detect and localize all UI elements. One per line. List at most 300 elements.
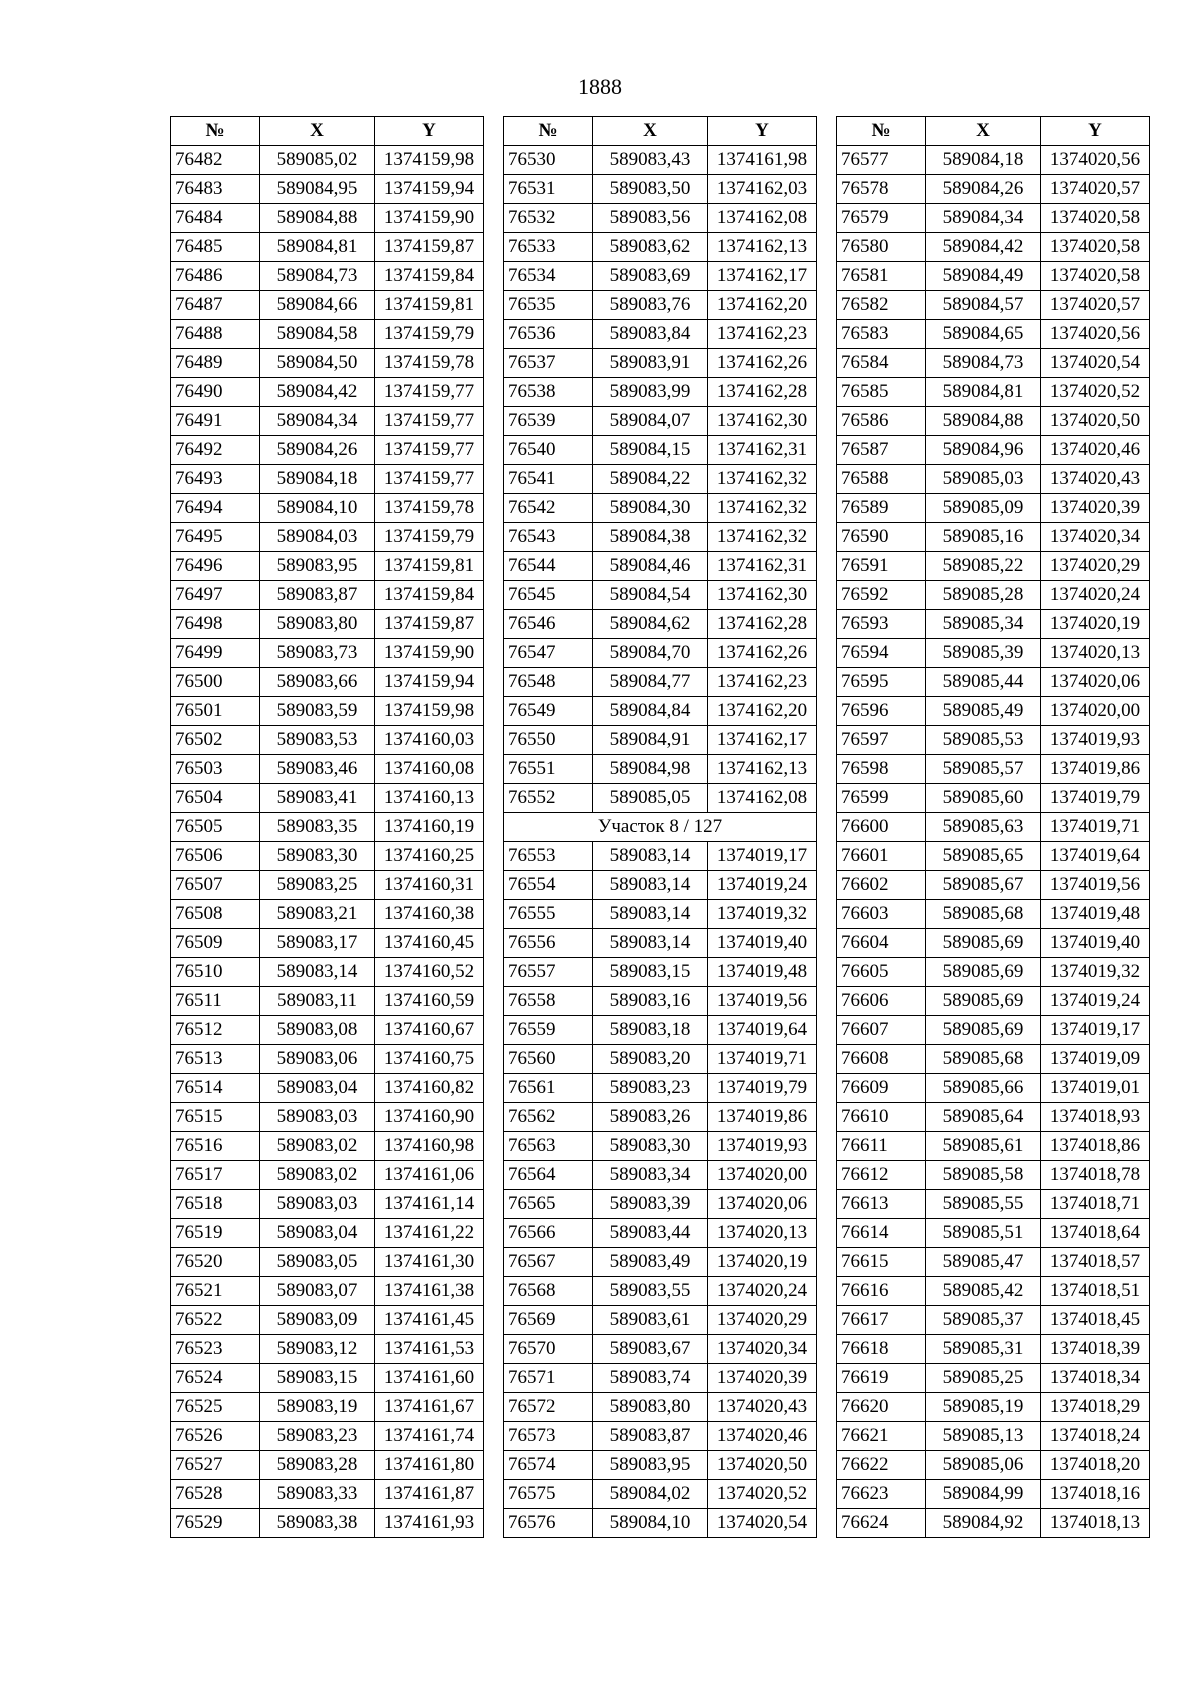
y-coordinate-cell: 1374159,87 <box>375 233 484 262</box>
point-number-cell: 76588 <box>837 465 926 494</box>
x-coordinate-cell: 589084,88 <box>926 407 1041 436</box>
table-row <box>171 958 484 987</box>
x-coordinate-cell: 589083,16 <box>593 987 708 1016</box>
y-coordinate-cell: 1374020,19 <box>708 1248 817 1277</box>
point-number-cell: 76616 <box>837 1277 926 1306</box>
table-row <box>837 291 1150 320</box>
x-coordinate-cell: 589083,20 <box>593 1045 708 1074</box>
y-coordinate-cell: 1374019,86 <box>1041 755 1150 784</box>
section-label: Участок 8 / 127 <box>504 813 817 842</box>
point-number-cell: 76600 <box>837 813 926 842</box>
table-row <box>837 958 1150 987</box>
point-number-cell: 76568 <box>504 1277 593 1306</box>
point-number-cell: 76514 <box>171 1074 260 1103</box>
table-row <box>171 1335 484 1364</box>
x-coordinate-cell: 589084,46 <box>593 552 708 581</box>
y-coordinate-cell: 1374162,31 <box>708 552 817 581</box>
table-row <box>837 1248 1150 1277</box>
x-coordinate-cell: 589085,69 <box>926 1016 1041 1045</box>
y-coordinate-cell: 1374019,24 <box>1041 987 1150 1016</box>
x-coordinate-cell: 589083,15 <box>260 1364 375 1393</box>
y-coordinate-cell: 1374159,98 <box>375 146 484 175</box>
table-row <box>837 1045 1150 1074</box>
x-coordinate-cell: 589083,87 <box>260 581 375 610</box>
y-coordinate-cell: 1374020,58 <box>1041 233 1150 262</box>
x-coordinate-cell: 589084,42 <box>260 378 375 407</box>
table-row <box>504 987 817 1016</box>
y-coordinate-cell: 1374019,56 <box>708 987 817 1016</box>
point-number-cell: 76590 <box>837 523 926 552</box>
y-coordinate-cell: 1374018,93 <box>1041 1103 1150 1132</box>
table-row <box>504 581 817 610</box>
column-header-number: № <box>504 117 593 146</box>
y-coordinate-cell: 1374159,84 <box>375 581 484 610</box>
table-row <box>504 1132 817 1161</box>
point-number-cell: 76527 <box>171 1451 260 1480</box>
y-coordinate-cell: 1374019,32 <box>708 900 817 929</box>
table-row <box>504 1248 817 1277</box>
y-coordinate-cell: 1374161,98 <box>708 146 817 175</box>
table-row <box>837 407 1150 436</box>
point-number-cell: 76552 <box>504 784 593 813</box>
y-coordinate-cell: 1374159,78 <box>375 349 484 378</box>
y-coordinate-cell: 1374159,90 <box>375 639 484 668</box>
x-coordinate-cell: 589083,50 <box>593 175 708 204</box>
point-number-cell: 76535 <box>504 291 593 320</box>
column-header-x: X <box>260 117 375 146</box>
point-number-cell: 76494 <box>171 494 260 523</box>
table-row <box>504 349 817 378</box>
table-row <box>504 1219 817 1248</box>
x-coordinate-cell: 589083,23 <box>593 1074 708 1103</box>
y-coordinate-cell: 1374160,08 <box>375 755 484 784</box>
x-coordinate-cell: 589084,34 <box>260 407 375 436</box>
point-number-cell: 76499 <box>171 639 260 668</box>
point-number-cell: 76611 <box>837 1132 926 1161</box>
x-coordinate-cell: 589083,26 <box>593 1103 708 1132</box>
point-number-cell: 76548 <box>504 668 593 697</box>
table-row <box>171 407 484 436</box>
table-row <box>504 1509 817 1538</box>
y-coordinate-cell: 1374159,77 <box>375 407 484 436</box>
x-coordinate-cell: 589083,14 <box>593 900 708 929</box>
point-number-cell: 76531 <box>504 175 593 204</box>
x-coordinate-cell: 589084,81 <box>260 233 375 262</box>
point-number-cell: 76593 <box>837 610 926 639</box>
table-row <box>837 668 1150 697</box>
point-number-cell: 76613 <box>837 1190 926 1219</box>
x-coordinate-cell: 589083,44 <box>593 1219 708 1248</box>
point-number-cell: 76553 <box>504 842 593 871</box>
point-number-cell: 76597 <box>837 726 926 755</box>
point-number-cell: 76575 <box>504 1480 593 1509</box>
table-row <box>504 1364 817 1393</box>
x-coordinate-cell: 589084,99 <box>926 1480 1041 1509</box>
y-coordinate-cell: 1374019,56 <box>1041 871 1150 900</box>
point-number-cell: 76603 <box>837 900 926 929</box>
point-number-cell: 76511 <box>171 987 260 1016</box>
y-coordinate-cell: 1374020,00 <box>1041 697 1150 726</box>
y-coordinate-cell: 1374160,52 <box>375 958 484 987</box>
y-coordinate-cell: 1374161,80 <box>375 1451 484 1480</box>
point-number-cell: 76545 <box>504 581 593 610</box>
x-coordinate-cell: 589084,96 <box>926 436 1041 465</box>
y-coordinate-cell: 1374020,50 <box>708 1451 817 1480</box>
table-row <box>837 755 1150 784</box>
y-coordinate-cell: 1374160,45 <box>375 929 484 958</box>
x-coordinate-cell: 589083,07 <box>260 1277 375 1306</box>
table-header-row <box>837 117 1150 146</box>
point-number-cell: 76502 <box>171 726 260 755</box>
x-coordinate-cell: 589083,04 <box>260 1219 375 1248</box>
point-number-cell: 76608 <box>837 1045 926 1074</box>
point-number-cell: 76497 <box>171 581 260 610</box>
table-row <box>171 1219 484 1248</box>
y-coordinate-cell: 1374162,26 <box>708 349 817 378</box>
y-coordinate-cell: 1374162,32 <box>708 523 817 552</box>
table-row <box>171 668 484 697</box>
table-row <box>504 175 817 204</box>
y-coordinate-cell: 1374162,13 <box>708 233 817 262</box>
table-row <box>504 1016 817 1045</box>
point-number-cell: 76484 <box>171 204 260 233</box>
point-number-cell: 76580 <box>837 233 926 262</box>
y-coordinate-cell: 1374159,90 <box>375 204 484 233</box>
y-coordinate-cell: 1374020,13 <box>708 1219 817 1248</box>
x-coordinate-cell: 589083,11 <box>260 987 375 1016</box>
table-row <box>171 1045 484 1074</box>
table-row <box>837 784 1150 813</box>
y-coordinate-cell: 1374019,01 <box>1041 1074 1150 1103</box>
point-number-cell: 76610 <box>837 1103 926 1132</box>
y-coordinate-cell: 1374018,20 <box>1041 1451 1150 1480</box>
point-number-cell: 76521 <box>171 1277 260 1306</box>
y-coordinate-cell: 1374020,57 <box>1041 291 1150 320</box>
y-coordinate-cell: 1374020,56 <box>1041 146 1150 175</box>
x-coordinate-cell: 589083,18 <box>593 1016 708 1045</box>
x-coordinate-cell: 589085,25 <box>926 1364 1041 1393</box>
point-number-cell: 76544 <box>504 552 593 581</box>
table-row <box>171 755 484 784</box>
table-row <box>504 1161 817 1190</box>
table-row <box>837 1016 1150 1045</box>
x-coordinate-cell: 589085,57 <box>926 755 1041 784</box>
column-header-number: № <box>171 117 260 146</box>
table-row <box>171 929 484 958</box>
x-coordinate-cell: 589085,13 <box>926 1422 1041 1451</box>
point-number-cell: 76504 <box>171 784 260 813</box>
y-coordinate-cell: 1374160,03 <box>375 726 484 755</box>
point-number-cell: 76482 <box>171 146 260 175</box>
table-row <box>171 204 484 233</box>
x-coordinate-cell: 589083,14 <box>593 929 708 958</box>
table-row <box>504 610 817 639</box>
x-coordinate-cell: 589084,30 <box>593 494 708 523</box>
x-coordinate-cell: 589083,25 <box>260 871 375 900</box>
x-coordinate-cell: 589083,87 <box>593 1422 708 1451</box>
x-coordinate-cell: 589084,10 <box>260 494 375 523</box>
x-coordinate-cell: 589083,30 <box>260 842 375 871</box>
table-row <box>171 1422 484 1451</box>
x-coordinate-cell: 589083,28 <box>260 1451 375 1480</box>
y-coordinate-cell: 1374019,40 <box>1041 929 1150 958</box>
y-coordinate-cell: 1374159,79 <box>375 320 484 349</box>
x-coordinate-cell: 589083,67 <box>593 1335 708 1364</box>
y-coordinate-cell: 1374161,87 <box>375 1480 484 1509</box>
point-number-cell: 76532 <box>504 204 593 233</box>
y-coordinate-cell: 1374018,71 <box>1041 1190 1150 1219</box>
column-header-y: Y <box>375 117 484 146</box>
x-coordinate-cell: 589085,06 <box>926 1451 1041 1480</box>
table-row <box>837 465 1150 494</box>
x-coordinate-cell: 589085,16 <box>926 523 1041 552</box>
table-row <box>171 900 484 929</box>
point-number-cell: 76564 <box>504 1161 593 1190</box>
y-coordinate-cell: 1374160,31 <box>375 871 484 900</box>
table-row <box>171 349 484 378</box>
table-row <box>837 1074 1150 1103</box>
x-coordinate-cell: 589083,74 <box>593 1364 708 1393</box>
table-row <box>837 871 1150 900</box>
x-coordinate-cell: 589084,77 <box>593 668 708 697</box>
y-coordinate-cell: 1374160,98 <box>375 1132 484 1161</box>
table-row <box>504 1451 817 1480</box>
x-coordinate-cell: 589085,69 <box>926 987 1041 1016</box>
point-number-cell: 76538 <box>504 378 593 407</box>
table-row <box>837 726 1150 755</box>
table-row <box>504 320 817 349</box>
column-header-x: X <box>593 117 708 146</box>
point-number-cell: 76523 <box>171 1335 260 1364</box>
point-number-cell: 76569 <box>504 1306 593 1335</box>
y-coordinate-cell: 1374018,45 <box>1041 1306 1150 1335</box>
table-row <box>171 262 484 291</box>
point-number-cell: 76551 <box>504 755 593 784</box>
x-coordinate-cell: 589083,02 <box>260 1161 375 1190</box>
point-number-cell: 76599 <box>837 784 926 813</box>
table-row <box>504 726 817 755</box>
x-coordinate-cell: 589083,33 <box>260 1480 375 1509</box>
x-coordinate-cell: 589085,03 <box>926 465 1041 494</box>
x-coordinate-cell: 589084,66 <box>260 291 375 320</box>
point-number-cell: 76567 <box>504 1248 593 1277</box>
y-coordinate-cell: 1374020,52 <box>708 1480 817 1509</box>
x-coordinate-cell: 589085,09 <box>926 494 1041 523</box>
point-number-cell: 76500 <box>171 668 260 697</box>
y-coordinate-cell: 1374160,25 <box>375 842 484 871</box>
x-coordinate-cell: 589085,47 <box>926 1248 1041 1277</box>
table-row <box>171 1364 484 1393</box>
x-coordinate-cell: 589085,63 <box>926 813 1041 842</box>
x-coordinate-cell: 589084,07 <box>593 407 708 436</box>
point-number-cell: 76508 <box>171 900 260 929</box>
x-coordinate-cell: 589085,22 <box>926 552 1041 581</box>
y-coordinate-cell: 1374020,29 <box>708 1306 817 1335</box>
y-coordinate-cell: 1374162,08 <box>708 204 817 233</box>
point-number-cell: 76586 <box>837 407 926 436</box>
point-number-cell: 76617 <box>837 1306 926 1335</box>
y-coordinate-cell: 1374162,31 <box>708 436 817 465</box>
x-coordinate-cell: 589083,06 <box>260 1045 375 1074</box>
point-number-cell: 76596 <box>837 697 926 726</box>
y-coordinate-cell: 1374020,52 <box>1041 378 1150 407</box>
column-header-y: Y <box>1041 117 1150 146</box>
point-number-cell: 76493 <box>171 465 260 494</box>
table-row <box>171 233 484 262</box>
x-coordinate-cell: 589083,02 <box>260 1132 375 1161</box>
y-coordinate-cell: 1374162,08 <box>708 784 817 813</box>
x-coordinate-cell: 589085,42 <box>926 1277 1041 1306</box>
y-coordinate-cell: 1374160,67 <box>375 1016 484 1045</box>
x-coordinate-cell: 589084,34 <box>926 204 1041 233</box>
x-coordinate-cell: 589084,54 <box>593 581 708 610</box>
y-coordinate-cell: 1374159,87 <box>375 610 484 639</box>
point-number-cell: 76485 <box>171 233 260 262</box>
table-row <box>837 494 1150 523</box>
table-row <box>171 1248 484 1277</box>
point-number-cell: 76623 <box>837 1480 926 1509</box>
point-number-cell: 76601 <box>837 842 926 871</box>
y-coordinate-cell: 1374161,38 <box>375 1277 484 1306</box>
y-coordinate-cell: 1374018,29 <box>1041 1393 1150 1422</box>
y-coordinate-cell: 1374019,09 <box>1041 1045 1150 1074</box>
table-row <box>504 146 817 175</box>
table-row <box>837 262 1150 291</box>
y-coordinate-cell: 1374020,46 <box>708 1422 817 1451</box>
y-coordinate-cell: 1374161,53 <box>375 1335 484 1364</box>
y-coordinate-cell: 1374019,71 <box>708 1045 817 1074</box>
y-coordinate-cell: 1374160,59 <box>375 987 484 1016</box>
table-row <box>171 842 484 871</box>
point-number-cell: 76547 <box>504 639 593 668</box>
point-number-cell: 76498 <box>171 610 260 639</box>
point-number-cell: 76559 <box>504 1016 593 1045</box>
point-number-cell: 76542 <box>504 494 593 523</box>
y-coordinate-cell: 1374020,06 <box>708 1190 817 1219</box>
table-row <box>504 1277 817 1306</box>
table-row <box>504 842 817 871</box>
table-row <box>837 639 1150 668</box>
point-number-cell: 76578 <box>837 175 926 204</box>
y-coordinate-cell: 1374018,34 <box>1041 1364 1150 1393</box>
x-coordinate-cell: 589083,80 <box>260 610 375 639</box>
y-coordinate-cell: 1374160,38 <box>375 900 484 929</box>
point-number-cell: 76624 <box>837 1509 926 1538</box>
x-coordinate-cell: 589084,65 <box>926 320 1041 349</box>
point-number-cell: 76572 <box>504 1393 593 1422</box>
point-number-cell: 76592 <box>837 581 926 610</box>
point-number-cell: 76541 <box>504 465 593 494</box>
table-row <box>171 697 484 726</box>
table-row <box>504 871 817 900</box>
x-coordinate-cell: 589083,14 <box>593 871 708 900</box>
point-number-cell: 76512 <box>171 1016 260 1045</box>
y-coordinate-cell: 1374160,75 <box>375 1045 484 1074</box>
point-number-cell: 76491 <box>171 407 260 436</box>
y-coordinate-cell: 1374020,57 <box>1041 175 1150 204</box>
point-number-cell: 76589 <box>837 494 926 523</box>
y-coordinate-cell: 1374159,78 <box>375 494 484 523</box>
x-coordinate-cell: 589084,98 <box>593 755 708 784</box>
y-coordinate-cell: 1374020,43 <box>708 1393 817 1422</box>
table-row <box>837 436 1150 465</box>
point-number-cell: 76534 <box>504 262 593 291</box>
x-coordinate-cell: 589083,43 <box>593 146 708 175</box>
x-coordinate-cell: 589085,69 <box>926 958 1041 987</box>
x-coordinate-cell: 589083,73 <box>260 639 375 668</box>
table-row <box>504 668 817 697</box>
x-coordinate-cell: 589085,34 <box>926 610 1041 639</box>
x-coordinate-cell: 589083,80 <box>593 1393 708 1422</box>
point-number-cell: 76560 <box>504 1045 593 1074</box>
y-coordinate-cell: 1374019,86 <box>708 1103 817 1132</box>
point-number-cell: 76607 <box>837 1016 926 1045</box>
table-row <box>837 1451 1150 1480</box>
y-coordinate-cell: 1374162,20 <box>708 291 817 320</box>
column-header-number: № <box>837 117 926 146</box>
y-coordinate-cell: 1374161,06 <box>375 1161 484 1190</box>
coordinate-table-1 <box>170 116 484 1538</box>
table-row <box>837 610 1150 639</box>
y-coordinate-cell: 1374020,54 <box>708 1509 817 1538</box>
point-number-cell: 76487 <box>171 291 260 320</box>
table-row <box>171 465 484 494</box>
y-coordinate-cell: 1374019,93 <box>1041 726 1150 755</box>
table-row <box>504 523 817 552</box>
table-row <box>837 1335 1150 1364</box>
x-coordinate-cell: 589085,67 <box>926 871 1041 900</box>
x-coordinate-cell: 589083,15 <box>593 958 708 987</box>
point-number-cell: 76533 <box>504 233 593 262</box>
point-number-cell: 76518 <box>171 1190 260 1219</box>
x-coordinate-cell: 589083,76 <box>593 291 708 320</box>
x-coordinate-cell: 589083,49 <box>593 1248 708 1277</box>
point-number-cell: 76515 <box>171 1103 260 1132</box>
table-row <box>504 436 817 465</box>
table-row <box>171 726 484 755</box>
point-number-cell: 76528 <box>171 1480 260 1509</box>
table-row <box>171 494 484 523</box>
y-coordinate-cell: 1374019,64 <box>708 1016 817 1045</box>
point-number-cell: 76526 <box>171 1422 260 1451</box>
y-coordinate-cell: 1374020,54 <box>1041 349 1150 378</box>
x-coordinate-cell: 589083,59 <box>260 697 375 726</box>
point-number-cell: 76537 <box>504 349 593 378</box>
point-number-cell: 76621 <box>837 1422 926 1451</box>
table-row <box>171 1480 484 1509</box>
y-coordinate-cell: 1374159,79 <box>375 523 484 552</box>
table-row <box>837 1364 1150 1393</box>
table-row <box>504 494 817 523</box>
point-number-cell: 76530 <box>504 146 593 175</box>
y-coordinate-cell: 1374019,93 <box>708 1132 817 1161</box>
table-row <box>171 639 484 668</box>
point-number-cell: 76557 <box>504 958 593 987</box>
section-row <box>504 813 817 842</box>
x-coordinate-cell: 589085,39 <box>926 639 1041 668</box>
point-number-cell: 76576 <box>504 1509 593 1538</box>
table-row <box>171 291 484 320</box>
table-row <box>837 581 1150 610</box>
y-coordinate-cell: 1374161,30 <box>375 1248 484 1277</box>
x-coordinate-cell: 589084,84 <box>593 697 708 726</box>
table-row <box>171 1190 484 1219</box>
table-row <box>171 1393 484 1422</box>
coordinate-table-2 <box>503 116 817 1538</box>
point-number-cell: 76584 <box>837 349 926 378</box>
y-coordinate-cell: 1374018,13 <box>1041 1509 1150 1538</box>
x-coordinate-cell: 589083,08 <box>260 1016 375 1045</box>
